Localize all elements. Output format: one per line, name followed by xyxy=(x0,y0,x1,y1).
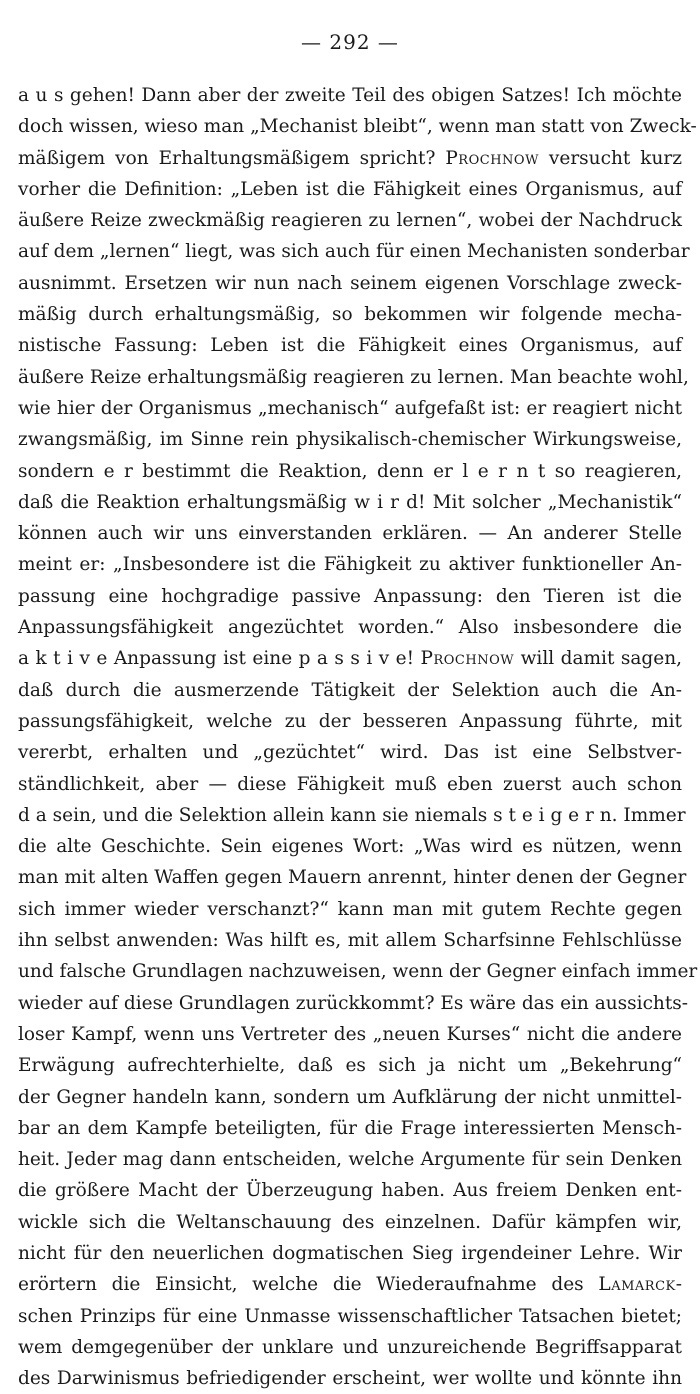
text-line xyxy=(18,1363,682,1394)
small-caps-name: Prochnow xyxy=(420,648,515,670)
text-line xyxy=(18,862,687,893)
text-line xyxy=(18,456,682,487)
text-run: a k t i v e Anpassung ist eine p a s s i v e! xyxy=(18,648,421,670)
text-line xyxy=(18,330,682,361)
page-number: — 292 — xyxy=(301,30,399,54)
text-run: wickle sich die Weltanschauung des einzelnen. Dafür kämpfen wir, xyxy=(18,1211,682,1233)
text-run: vererbt, erhalten und „gezüchtet“ wird. Das ist eine Selbstver- xyxy=(18,742,682,764)
text-run: können auch wir uns einverstanden erklären. — An anderer Stelle xyxy=(18,523,682,545)
text-line xyxy=(18,268,682,299)
text-line xyxy=(18,675,682,706)
text-run: passungsfähigkeit, welche zu der besseren Anpassung führte, mit xyxy=(18,710,682,732)
text-run: d a sein, und die Selektion allein kann sie niemals s t e i g e r n. Immer xyxy=(18,804,686,826)
text-run: nistische Fassung: Leben ist die Fähigkeit eines Organismus, auf xyxy=(18,335,682,357)
text-line xyxy=(18,831,682,862)
text-run: ihn selbst anwenden: Was hilft es, mit allem Scharfsinne Fehlschlüsse xyxy=(18,930,682,952)
text-line xyxy=(18,174,682,205)
text-line xyxy=(18,80,682,111)
text-run: a u s gehen! Dann aber der zweite Teil des obigen Satzes! Ich möchte xyxy=(18,85,682,106)
text-run: bar an dem Kampfe beteiligten, für die Frage interessierten Mensch- xyxy=(18,1117,682,1139)
text-line xyxy=(18,362,689,393)
text-run: sich immer wieder verschanzt?“ kann man mit gutem Rechte gegen xyxy=(18,898,682,920)
text-run: daß durch die ausmerzende Tätigkeit der Selektion auch die An- xyxy=(18,679,682,701)
text-line xyxy=(18,1269,682,1300)
text-line xyxy=(18,1082,682,1113)
text-run: Anpassungsfähigkeit angezüchtet worden.“ Also insbesondere die xyxy=(18,617,682,639)
small-caps-name: Lamarck xyxy=(598,1274,676,1296)
text-run: wie hier der Organismus „mechanisch“ aufgefaßt ist: er reagiert nicht xyxy=(18,397,682,419)
text-line xyxy=(18,988,689,1019)
text-run: äußere Reize zweckmäßig reagieren zu lernen“, wobei der Nachdruck xyxy=(18,210,682,232)
text-run: wem demgegenüber der unklare und unzureichende Begriffsapparat xyxy=(18,1336,682,1358)
text-line xyxy=(18,1332,682,1363)
text-line xyxy=(18,487,682,518)
text-line xyxy=(18,1019,682,1050)
text-run: wieder auf diese Grundlagen zurückkommt? Es wäre das ein aussichts- xyxy=(18,992,689,1014)
text-run: schen Prinzips für eine Unmasse wissenschaftlicher Tatsachen bietet; xyxy=(18,1305,682,1327)
text-run: passung eine hochgradige passive Anpassung: den Tieren ist die xyxy=(18,585,682,607)
text-line xyxy=(18,1175,682,1206)
text-line xyxy=(18,925,682,956)
text-line xyxy=(18,737,682,768)
text-line xyxy=(18,424,682,455)
text-run: und falsche Grundlagen nachzuweisen, wenn der Gegner einfach immer xyxy=(18,961,698,983)
text-line xyxy=(18,1144,682,1175)
text-run: zwangsmäßig, im Sinne rein physikalisch-chemischer Wirkungsweise, xyxy=(18,429,682,451)
text-run: man mit alten Waffen gegen Mauern anrennt, hinter denen der Gegner xyxy=(18,867,687,889)
text-run: mäßigem von Erhaltungsmäßigem spricht? xyxy=(18,147,446,169)
small-caps-name: Prochnow xyxy=(445,147,539,169)
text-run: - xyxy=(675,1274,682,1296)
text-run: will damit sagen, xyxy=(514,648,682,670)
text-line xyxy=(18,111,697,142)
text-run: die größere Macht der Überzeugung haben. Aus freiem Denken ent- xyxy=(18,1180,682,1202)
text-line xyxy=(18,1113,682,1144)
text-run: doch wissen, wieso man „Mechanist bleibt“, wenn man statt von Zweck- xyxy=(18,116,697,138)
text-line xyxy=(18,769,682,800)
text-run: loser Kampf, wenn uns Vertreter des „neuen Kurses“ nicht die andere xyxy=(18,1023,682,1045)
text-line xyxy=(18,393,682,424)
text-run: nicht für den neuerlichen dogmatischen Sieg irgendeiner Lehre. Wir xyxy=(18,1242,682,1264)
text-run: äußere Reize erhaltungsmäßig reagieren zu lernen. Man beachte wohl, xyxy=(18,366,689,388)
text-line xyxy=(18,518,682,549)
text-run: sondern e r bestimmt die Reaktion, denn er l e r n t so reagieren, xyxy=(18,460,682,482)
text-run: versucht kurz xyxy=(538,147,682,169)
text-line xyxy=(18,956,698,987)
text-line xyxy=(18,1238,682,1269)
text-line xyxy=(18,549,682,580)
text-run: der Gegner handeln kann, sondern um Aufklärung der nicht unmittel- xyxy=(18,1086,682,1108)
text-line xyxy=(18,1207,682,1238)
text-line xyxy=(18,894,682,925)
text-run: heit. Jeder mag dann entscheiden, welche Argumente für sein Denken xyxy=(18,1149,682,1171)
text-line xyxy=(18,612,682,643)
text-run: daß die Reaktion erhaltungsmäßig w i r d! Mit solcher „Mechanistik“ xyxy=(18,491,682,513)
text-run: ständlichkeit, aber — diese Fähigkeit muß eben zuerst auch schon xyxy=(18,773,682,795)
text-run: des Darwinismus befriedigender erscheint, wer wollte und könnte ihn xyxy=(18,1368,682,1390)
text-line xyxy=(18,1050,682,1081)
text-line xyxy=(18,236,690,267)
text-run: Erwägung aufrechterhielte, daß es sich ja nicht um „Bekehrung“ xyxy=(18,1055,682,1077)
text-line xyxy=(18,205,682,236)
text-run: erörtern die Einsicht, welche die Wiederaufnahme des xyxy=(18,1274,599,1296)
text-line xyxy=(18,1301,682,1332)
body-text xyxy=(18,80,698,1394)
text-run: mäßig durch erhaltungsmäßig, so bekommen wir folgende mecha- xyxy=(18,304,682,326)
text-run: ausnimmt. Ersetzen wir nun nach seinem eigenen Vorschlage zweck- xyxy=(18,272,682,294)
text-run: meint er: „Insbesondere ist die Fähigkeit zu aktiver funktioneller An- xyxy=(18,554,682,576)
text-run: die alte Geschichte. Sein eigenes Wort: „Was wird es nützen, wenn xyxy=(18,836,682,858)
text-line xyxy=(18,800,686,831)
text-line xyxy=(18,643,682,674)
text-line xyxy=(18,581,682,612)
text-run: auf dem „lernen“ liegt, was sich auch für einen Mechanisten sonderbar xyxy=(18,241,690,263)
text-line xyxy=(18,299,682,330)
text-line xyxy=(18,143,682,174)
text-line xyxy=(18,706,682,737)
text-run: vorher die Definition: „Leben ist die Fähigkeit eines Organismus, auf xyxy=(18,178,682,200)
